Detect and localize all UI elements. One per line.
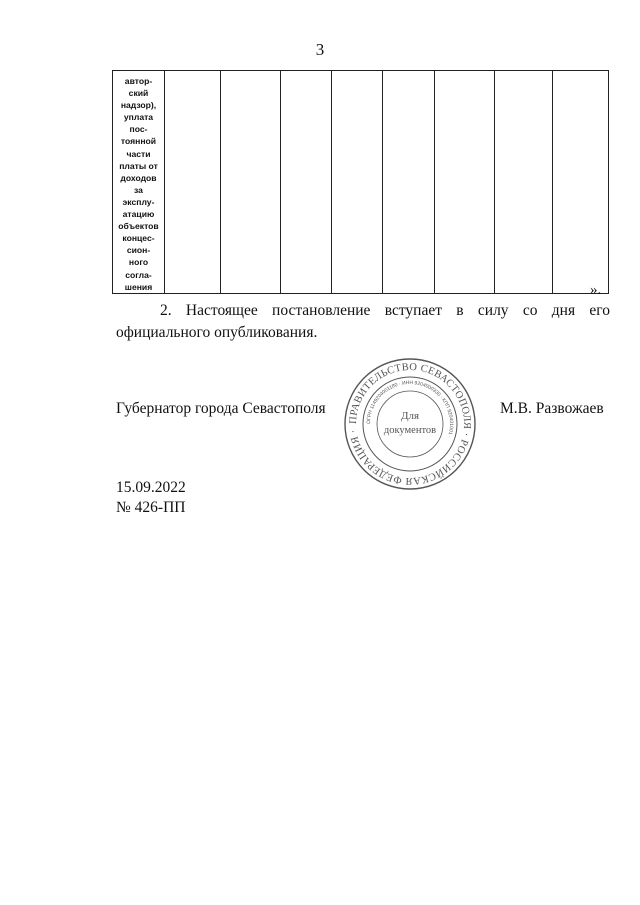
table-cell — [553, 71, 609, 294]
seal-center-line2: документов — [383, 425, 437, 436]
table-row — [113, 71, 609, 294]
document-number: № 426-ПП — [116, 499, 186, 516]
seal-inner-ring — [377, 391, 443, 457]
table-cell — [435, 71, 495, 294]
paragraph-effective: 2. Настоящее постановление вступает в силу со дня его официального опубликования. — [116, 302, 610, 341]
table-cell — [495, 71, 553, 294]
table-cell — [281, 71, 332, 294]
seal-outer-text: ПРАВИТЕЛЬСТВО СЕВАСТОПОЛЯ · РОССИЙСКАЯ ФЕДЕРАЦИЯ · — [347, 361, 473, 487]
table-cell — [332, 71, 383, 294]
seal-center-line1: Для — [400, 410, 420, 422]
document-date-number — [116, 478, 186, 518]
official-seal — [342, 356, 478, 492]
signatory-title: Губернатор города Севастополя — [116, 400, 326, 417]
table-cell — [383, 71, 435, 294]
closing-quote: ». — [590, 282, 602, 298]
page-number: 3 — [315, 40, 325, 59]
document-date: 15.09.2022 — [116, 479, 186, 496]
table-cell — [165, 71, 221, 294]
table-cell — [221, 71, 281, 294]
seal-outer-ring — [345, 359, 475, 489]
seal-inner-text: ОГРН 1149204001180 · ИНН 9204000330 · КПП 920401001 · — [365, 379, 455, 439]
data-table — [112, 70, 609, 294]
signatory-name: М.В. Развожаев — [500, 400, 604, 417]
table-cell-label: автор- ский надзор), уплата пос- тоянной части платы от доходов за эксплу- атацию объектов концес- сион- ного согла- шения — [113, 71, 165, 294]
